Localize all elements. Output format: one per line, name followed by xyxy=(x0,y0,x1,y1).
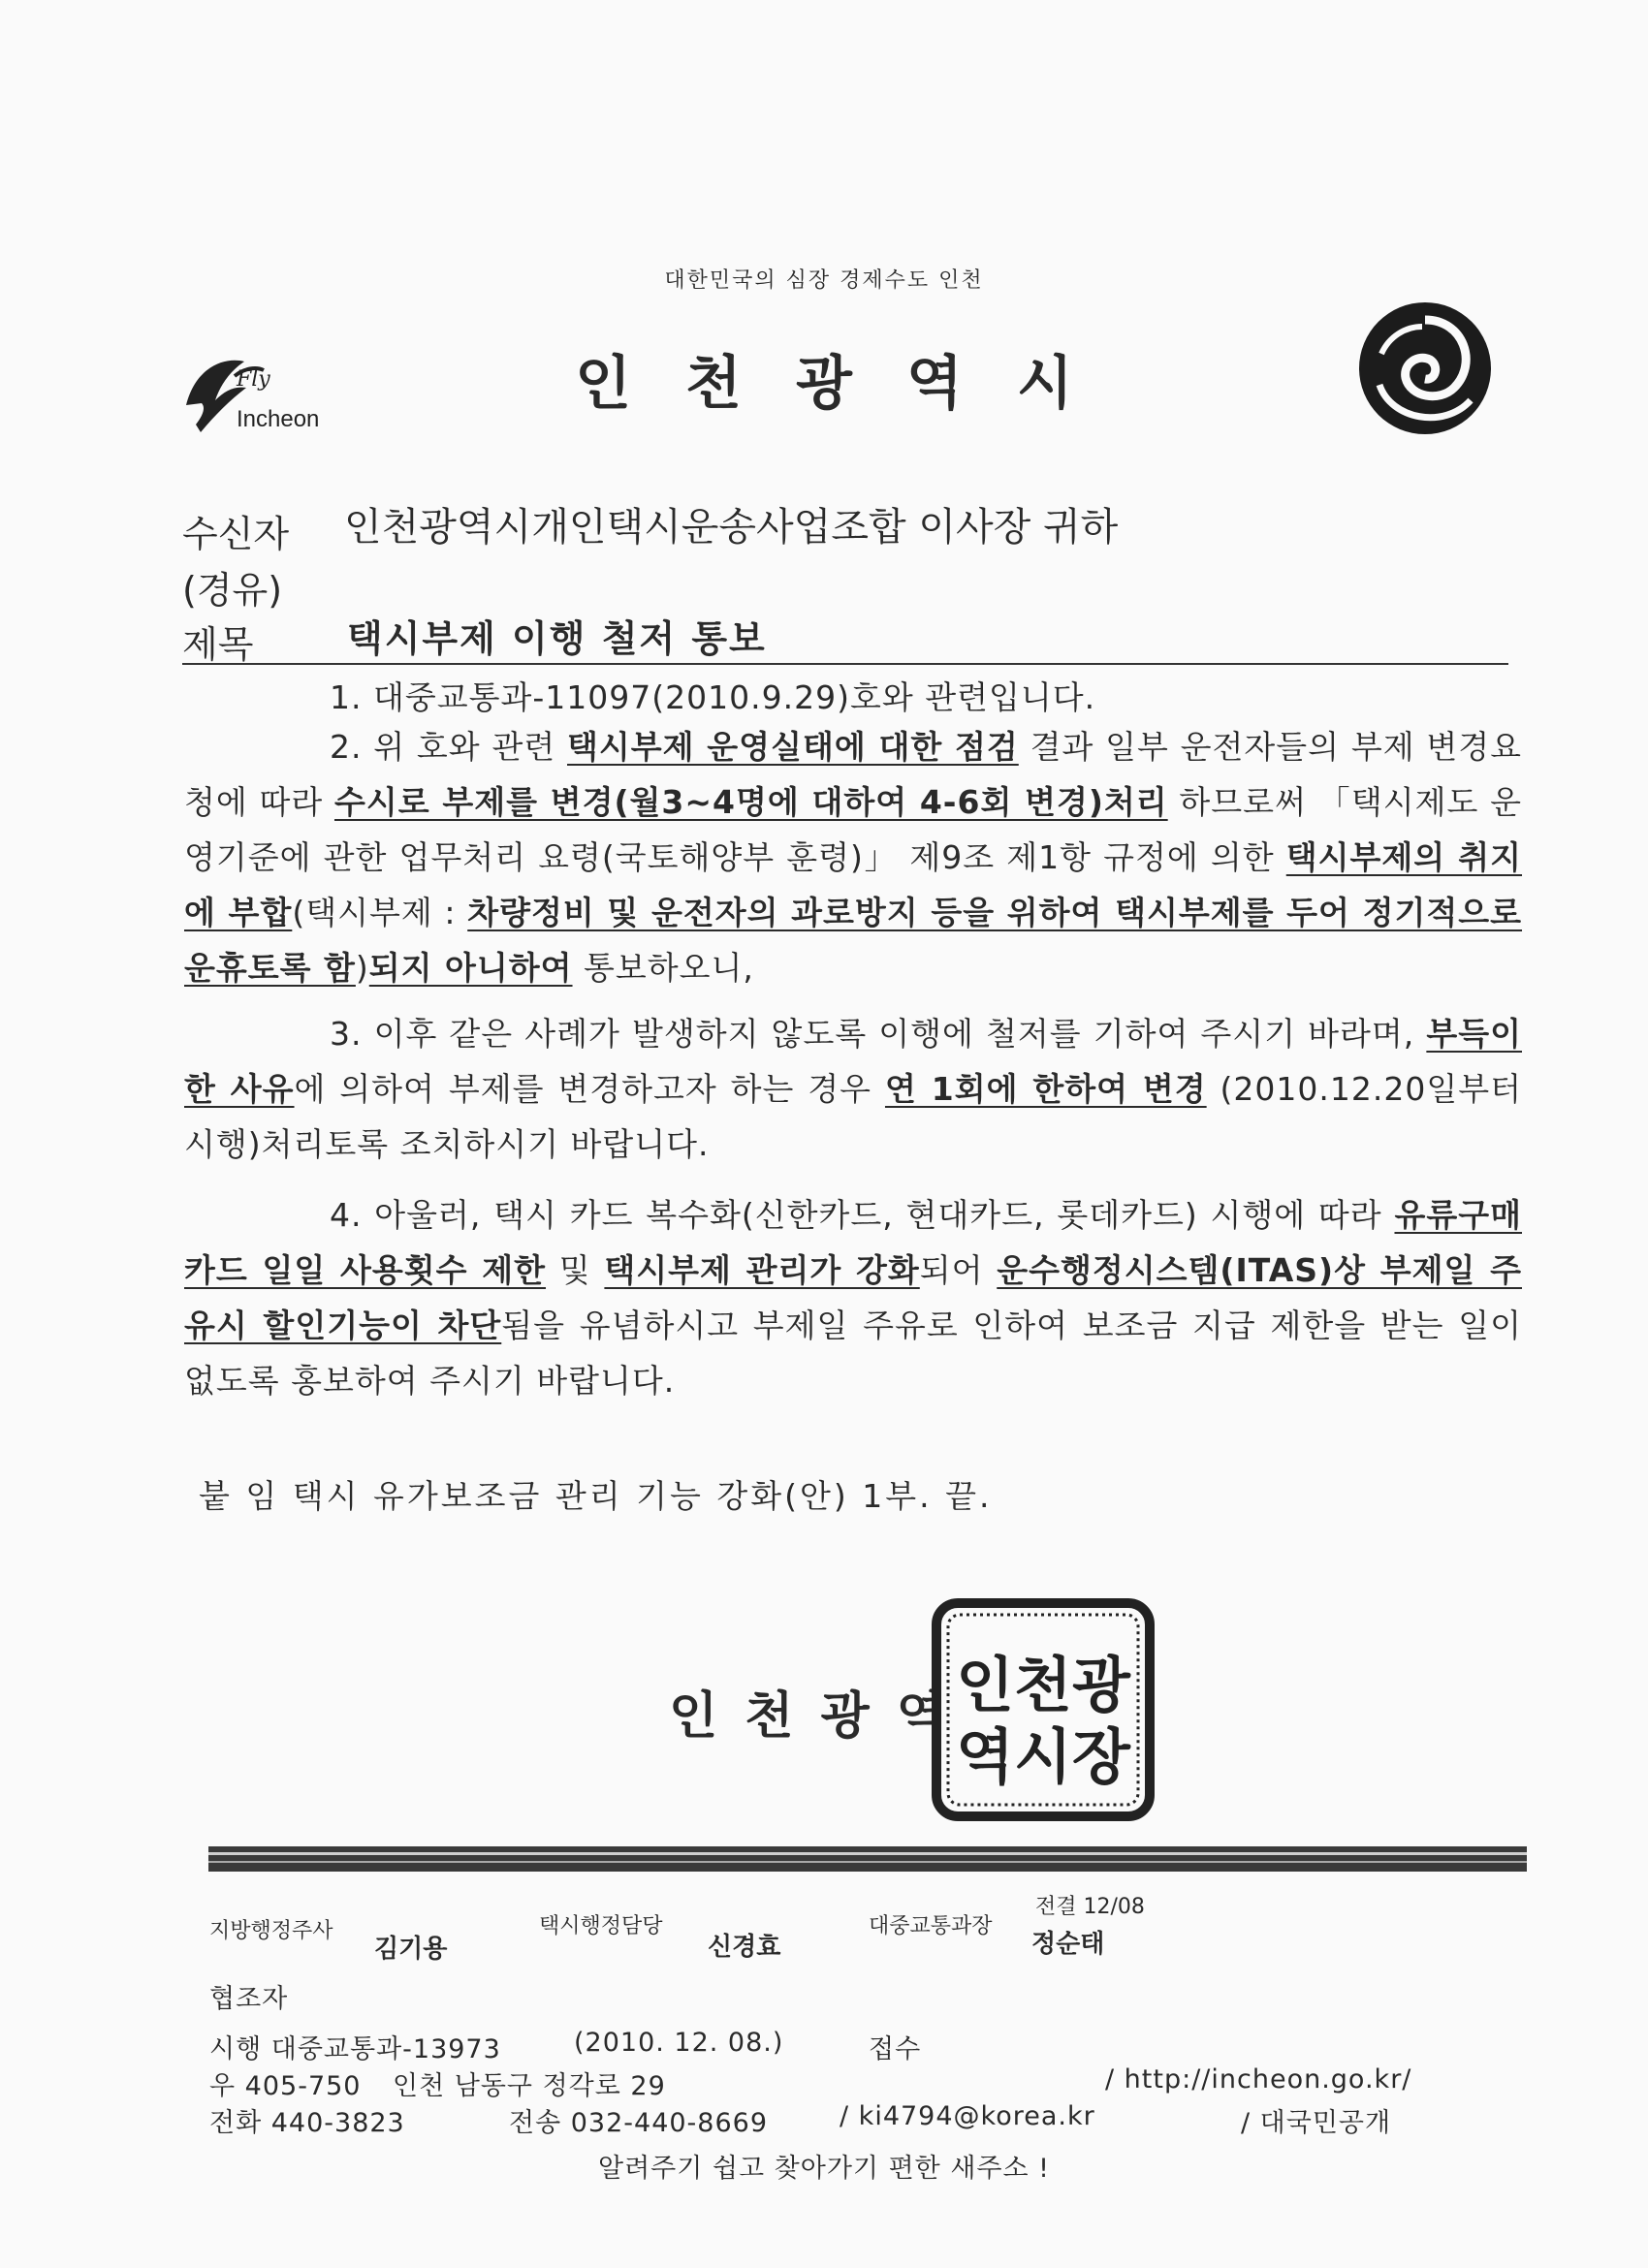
final-approval-note: 전결 12/08 xyxy=(1035,1895,1145,1919)
paragraph-3: 3. 이후 같은 사례가 발생하지 않도록 이행에 철저를 기하여 주시기 바라며, 부득이한 사유에 의하여 부제를 변경하고자 하는 경우 연 1회에 한하여 변경 (2010.12.20일부터 시행)처리토록 조치하시기 바랍니다. xyxy=(184,1015,1522,1163)
enforcement-date: (2010. 12. 08.) xyxy=(574,2028,784,2058)
organization-title: 인천광역시 xyxy=(575,350,1127,418)
incheon-emblem-icon xyxy=(1352,296,1498,441)
approver-name-1: 김기용 xyxy=(374,1935,448,1964)
via-label: (경유) xyxy=(182,569,283,612)
header-slogan: 대한민국의 심장 경제수도 인천 xyxy=(664,268,984,293)
postal-code: 우 405-750 xyxy=(209,2071,362,2101)
subject-divider xyxy=(182,663,1508,665)
approver-role-1: 지방행정주사 xyxy=(209,1919,333,1943)
recipient-label: 수신자 xyxy=(182,513,290,555)
attachment-line: 붙 임 택시 유가보조금 관리 기능 강화(안) 1부. 끝. xyxy=(199,1477,993,1515)
subject-label: 제목 xyxy=(182,623,254,666)
svg-text:Fly: Fly xyxy=(237,367,270,392)
paragraph-4: 4. 아울러, 택시 카드 복수화(신한카드, 현대카드, 롯데카드) 시행에 따라 유류구매카드 일일 사용횟수 제한 및 택시부제 관리가 강화되어 운수행정시스템(ITAS)상 부제일 주유시 할인기능이 차단됨을 유념하시고 부제일 주유로 인하여 보조금 지급 제한을 받는 일이 없도록 홍보하여 주시기 바랍니다. xyxy=(184,1196,1522,1400)
approver-name-2: 신경효 xyxy=(708,1933,781,1962)
recipient-value: 인천광역시개인택시운송사업조합 이사장 귀하 xyxy=(344,505,1119,550)
approver-role-3: 대중교통과장 xyxy=(869,1914,993,1938)
issuer-name: 인천광역 xyxy=(669,1687,972,1746)
cooperation-label: 협조자 xyxy=(209,1984,289,2014)
email: / ki4794@korea.kr xyxy=(840,2101,1095,2131)
subject-value: 택시부제 이행 철저 통보 xyxy=(347,617,767,660)
official-seal xyxy=(931,1597,1156,1822)
svg-text:역시장: 역시장 xyxy=(956,1721,1130,1792)
enforcement-number: 시행 대중교통과-13973 xyxy=(209,2034,501,2064)
approver-role-2: 택시행정담당 xyxy=(539,1914,663,1938)
paragraph-2: 2. 위 호와 관련 택시부제 운영실태에 대한 점검 결과 일부 운전자들의 부제 변경요청에 따라 수시로 부제를 변경(월3~4명에 대하여 4-6회 변경)처리 하므로써 「택시제도 운영기준에 관한 업무처리 요령(국토해양부 훈령)」 제9조 제1항 규정에 의한 택시부제의 취지에 부합(택시부제 : 차량정비 및 운전자의 과로방지 등을 위하여 택시부제를 두어 정기적으로 운휴토록 함)되지 아니하여 통보하오니, xyxy=(184,728,1523,987)
public-disclosure: / 대국민공개 xyxy=(1241,2108,1392,2138)
svg-text:인천광: 인천광 xyxy=(956,1650,1130,1720)
footer-divider-bar xyxy=(208,1846,1527,1872)
address-slogan: 알려주기 쉽고 찾아가기 편한 새주소 ! xyxy=(598,2154,1050,2184)
address: 인천 남동구 정각로 29 xyxy=(393,2071,666,2101)
approver-name-3: 정순태 xyxy=(1031,1930,1105,1959)
website: / http://incheon.go.kr/ xyxy=(1105,2064,1412,2095)
phone: 전화 440-3823 xyxy=(209,2108,405,2138)
paragraph-1: 1. 대중교통과-11097(2010.9.29)호와 관련입니다. xyxy=(330,678,1096,716)
fax: 전송 032-440-8669 xyxy=(509,2108,769,2138)
reception-label: 접수 xyxy=(869,2034,922,2064)
logo-text: Incheon xyxy=(237,406,320,432)
